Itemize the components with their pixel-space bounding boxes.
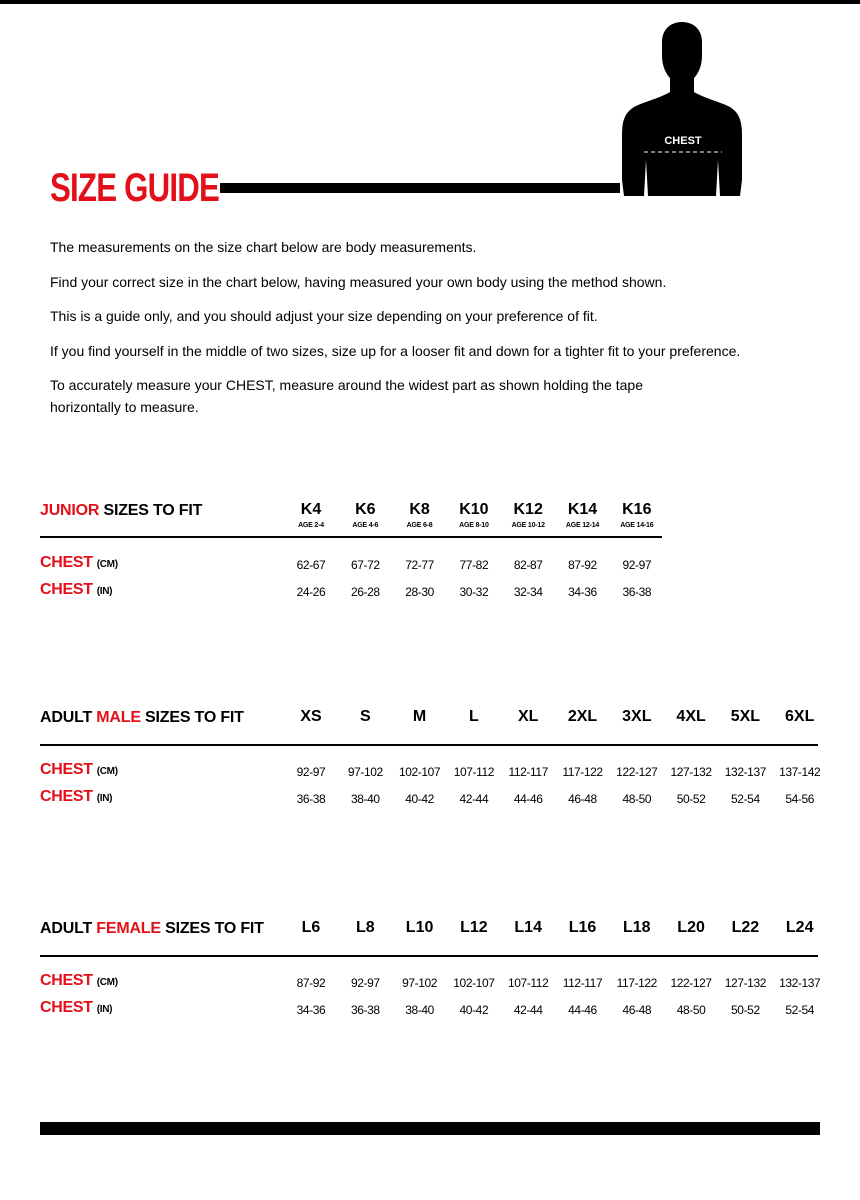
- table-cell: 28-30: [405, 585, 434, 599]
- table-cell: 112-117: [508, 765, 548, 779]
- size-label: L20: [677, 919, 705, 936]
- table-cell: 48-50: [622, 792, 652, 806]
- size-label: K8: [409, 501, 430, 518]
- size-label: K14: [567, 501, 598, 518]
- section-rule: [40, 955, 818, 957]
- table-cell: 92-97: [622, 558, 652, 572]
- row-label-measure: CHEST: [40, 581, 93, 598]
- table-cell: 44-46: [568, 1003, 597, 1017]
- intro-paragraph: Find your correct size in the chart below, having measured your own body using the method shown.: [50, 273, 667, 290]
- table-cell: 102-107: [453, 976, 495, 990]
- row-label-unit: (IN): [96, 586, 113, 597]
- title-rule: [220, 183, 620, 193]
- row-label-measure: CHEST: [40, 554, 93, 571]
- bottom-border: [40, 1122, 820, 1135]
- table-cell: 67-72: [350, 558, 380, 572]
- table-cell: 102-107: [398, 765, 441, 779]
- row-label-unit: (CM): [96, 766, 118, 777]
- table-cell: 117-122: [616, 976, 657, 990]
- size-label: M: [412, 708, 427, 725]
- table-cell: 46-48: [622, 1003, 652, 1017]
- table-cell: 132-137: [779, 976, 821, 990]
- intro-paragraph: To accurately measure your CHEST, measure around the widest part as shown holding the tape horizontally to measure.: [50, 377, 643, 415]
- table-cell: 77-82: [459, 558, 489, 572]
- table-cell: 132-137: [724, 765, 767, 779]
- table-cell: 117-122: [562, 765, 603, 779]
- size-label: L22: [731, 919, 760, 936]
- size-label: L6: [301, 919, 321, 936]
- age-label: AGE 2-4: [298, 522, 324, 529]
- table-cell: 92-97: [350, 976, 380, 990]
- row-label-unit: (CM): [96, 977, 118, 988]
- table-cell: 107-112: [508, 976, 549, 990]
- row-label-measure: CHEST: [40, 972, 93, 989]
- table-cell: 122-127: [670, 976, 712, 990]
- size-label: XS: [300, 708, 322, 725]
- table-cell: 34-36: [568, 585, 597, 599]
- table-cell: 87-92: [296, 976, 326, 990]
- age-label: AGE 4-6: [352, 522, 379, 529]
- age-label: AGE 12-14: [565, 522, 600, 529]
- male-size-table: [40, 707, 820, 817]
- age-label: AGE 10-12: [511, 522, 545, 529]
- row-label: [40, 761, 118, 779]
- size-label: 2XL: [567, 708, 598, 725]
- table-cell: 87-92: [568, 558, 597, 572]
- table-cell: 40-42: [405, 792, 434, 806]
- table-cell: 82-87: [513, 558, 543, 572]
- table-cell: 48-50: [676, 1003, 706, 1017]
- row-label: [40, 972, 118, 990]
- age-label: AGE 14-16: [620, 522, 654, 529]
- table-cell: 137-142: [779, 765, 821, 779]
- table-cell: 107-112: [453, 765, 495, 779]
- table-cell: 52-54: [731, 792, 760, 806]
- table-cell: 38-40: [350, 792, 380, 806]
- table-cell: 46-48: [568, 792, 597, 806]
- table-cell: 127-132: [670, 765, 712, 779]
- intro-paragraph: The measurements on the size chart below are body measurements.: [50, 239, 477, 255]
- table-cell: 54-56: [785, 792, 815, 806]
- top-border: [0, 0, 860, 4]
- table-cell: 62-67: [296, 558, 326, 572]
- section-title: [40, 920, 264, 938]
- table-cell: 30-32: [459, 585, 489, 599]
- row-label-unit: (CM): [96, 559, 118, 570]
- table-cell: 32-34: [513, 585, 543, 599]
- size-label: L14: [514, 919, 542, 936]
- section-title-highlight: MALE: [96, 709, 141, 726]
- row-label: [40, 581, 112, 599]
- table-cell: 97-102: [347, 765, 383, 779]
- section-title-suffix: SIZES TO FIT: [140, 709, 244, 726]
- table-cell: 50-52: [676, 792, 706, 806]
- row-label-measure: CHEST: [40, 788, 93, 805]
- age-label: AGE 6-8: [406, 522, 433, 529]
- table-cell: 44-46: [513, 792, 543, 806]
- table-cell: 26-28: [350, 585, 380, 599]
- intro-paragraph: If you find yourself in the middle of two sizes, size up for a looser fit and down for a tighter fit to your preference.: [50, 342, 741, 359]
- age-label: AGE 8-10: [459, 522, 489, 529]
- female-size-table: [40, 918, 820, 1028]
- section-title-suffix: SIZES TO FIT: [160, 920, 264, 937]
- table-cell: 122-127: [616, 765, 658, 779]
- row-label-measure: CHEST: [40, 999, 93, 1016]
- table-cell: 97-102: [402, 976, 438, 990]
- section-title: [40, 502, 202, 520]
- section-title-highlight: FEMALE: [96, 920, 161, 937]
- size-label: K16: [622, 501, 652, 518]
- row-label: [40, 999, 112, 1017]
- table-cell: 52-54: [785, 1003, 815, 1017]
- section-title-suffix: SIZES TO FIT: [99, 502, 203, 519]
- row-label-measure: CHEST: [40, 761, 93, 778]
- size-label: S: [359, 708, 371, 725]
- table-cell: 42-44: [459, 792, 489, 806]
- size-label: L10: [405, 919, 434, 936]
- section-rule: [40, 744, 818, 746]
- section-title-prefix: ADULT: [40, 709, 97, 726]
- row-label-unit: (IN): [96, 1004, 113, 1015]
- size-label: L8: [355, 919, 375, 936]
- row-label-unit: (IN): [96, 793, 113, 804]
- size-label: XL: [517, 708, 539, 725]
- table-cell: 42-44: [513, 1003, 543, 1017]
- torso-silhouette-icon: [600, 10, 760, 202]
- table-cell: 24-26: [296, 585, 326, 599]
- page-title: SIZE GUIDE: [50, 166, 220, 210]
- table-cell: 36-38: [350, 1003, 380, 1017]
- intro-paragraph: This is a guide only, and you should adjust your size depending on your preference of fit.: [50, 308, 598, 324]
- table-cell: 72-77: [405, 558, 434, 572]
- section-rule: [40, 536, 662, 538]
- section-title: [40, 709, 244, 727]
- size-label: L24: [785, 919, 814, 936]
- size-label: 3XL: [622, 708, 652, 725]
- intro-text: [50, 236, 830, 431]
- size-label: L: [469, 708, 479, 725]
- table-cell: 38-40: [405, 1003, 434, 1017]
- size-label: 6XL: [785, 708, 815, 725]
- chest-diagram-label: CHEST: [664, 135, 702, 147]
- size-label: L18: [623, 919, 651, 936]
- table-cell: 92-97: [296, 765, 326, 779]
- row-label: [40, 788, 112, 806]
- junior-size-table: [40, 500, 820, 610]
- table-cell: 36-38: [622, 585, 652, 599]
- size-label: L16: [568, 919, 597, 936]
- table-cell: 50-52: [731, 1003, 760, 1017]
- size-label: 4XL: [676, 708, 706, 725]
- size-label: 5XL: [730, 708, 761, 725]
- size-label: K4: [300, 501, 322, 518]
- section-title-highlight: JUNIOR: [40, 502, 100, 519]
- table-cell: 36-38: [296, 792, 326, 806]
- size-label: K12: [513, 501, 543, 518]
- size-label: K6: [355, 501, 376, 518]
- size-label: L12: [460, 919, 488, 936]
- table-cell: 40-42: [459, 1003, 489, 1017]
- table-cell: 34-36: [296, 1003, 326, 1017]
- table-cell: 112-117: [562, 976, 603, 990]
- row-label: [40, 554, 118, 572]
- table-cell: 127-132: [724, 976, 767, 990]
- section-title-prefix: ADULT: [40, 920, 97, 937]
- size-label: K10: [459, 501, 489, 518]
